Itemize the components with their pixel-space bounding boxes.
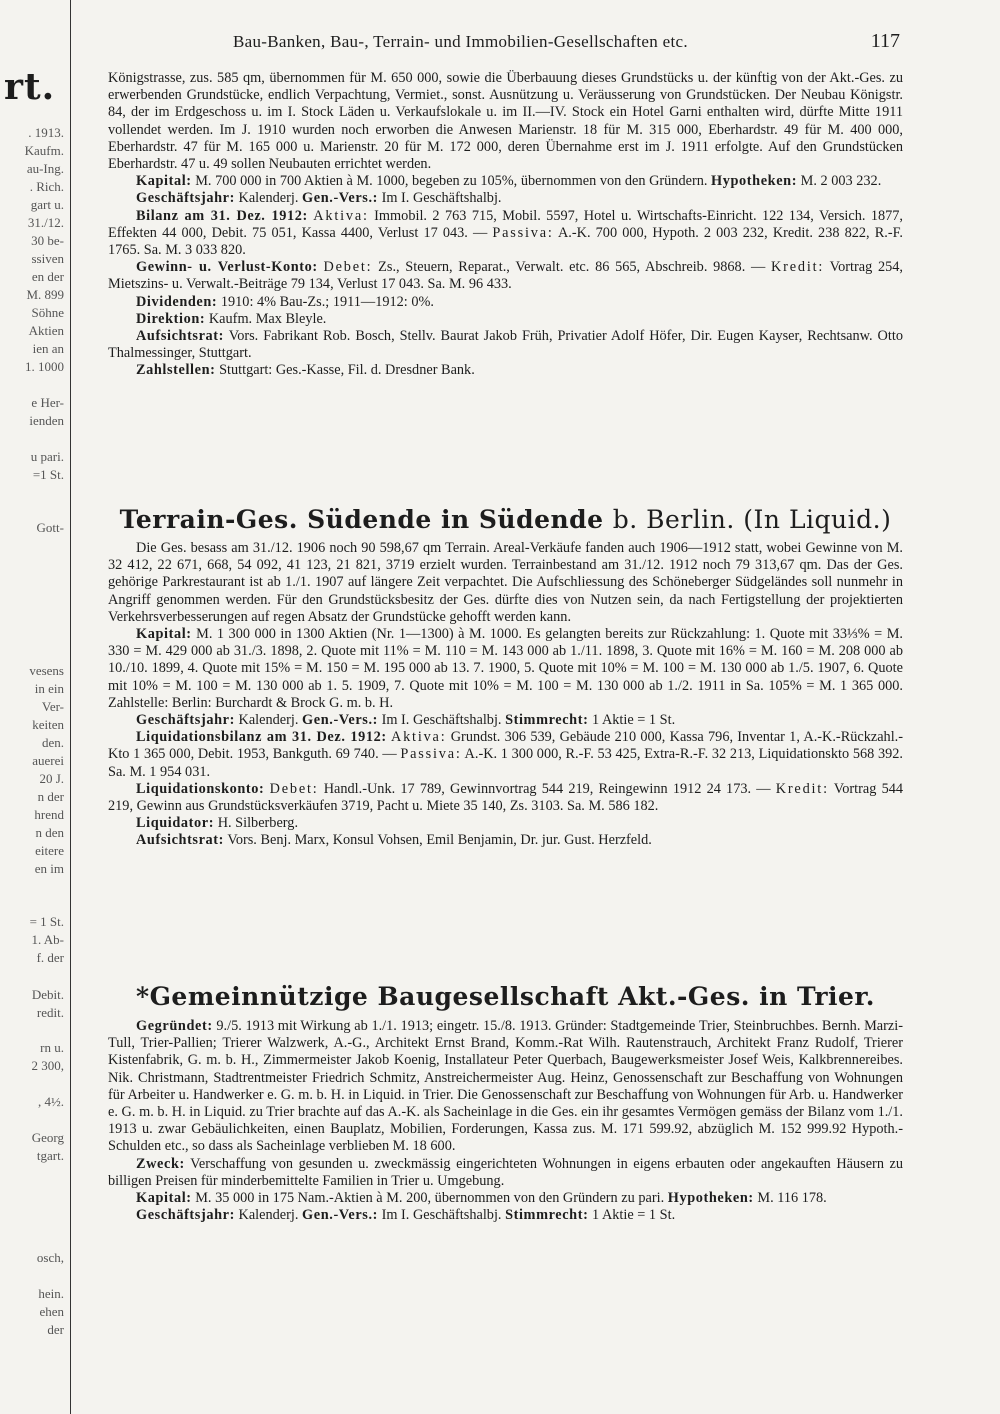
margin-fragment: in ein [34,681,64,696]
liquidationsbilanz-line: Liquidationsbilanz am 31. Dez. 1912: Aktiva: Grundst. 306 539, Gebäude 210 000, Kassa 796, Inventar 1, A.-K.-Rückzahl.-Kto 1 365 000, Debit. 1953, Bankguth. 69 740. — Passiva: A.-K. 1 300 000, R.-F. 53 425, Extra-R.-F. 32 213, Liquidationskto 568 392. Sa. M. 1 954 031. [108,729,904,780]
margin-fragment: auerei [32,753,64,768]
margin-fragment: hrend [34,807,64,822]
margin-fragment: f. der [36,950,64,965]
page-number: 117 [870,30,900,52]
margin-heading-fragment: rt. [4,66,56,108]
margin-fragment: 1. 1000 [25,359,64,374]
margin-fragment: au-Ing. [26,161,64,176]
geschaeftsjahr-line: Geschäftsjahr: Kalenderj. Gen.-Vers.: Im I. Geschäftshalbj. [136,190,502,207]
margin-fragment: keiten [32,717,64,732]
entry-intro: Königstrasse, zus. 585 qm, übernommen für M. 650 000, sowie die Überbauung dieses Grundstücks u. der künftig von der Akt.-Ges. zu erwerbenden Grundstücke, endlich Verpachtung, Vermiet., sonst. Ausnützung u. Veräusserung von Grundstücken. Der Neubau Königstr. 84, der im Erdgeschoss u. im I. Stock Läden u. Verkaufslokale u. im II.—IV. Stock ein Hotel Garni enthalten wird, dürfte Mitte 1911 vollendet werden. Im J. 1910 wurden noch erworben die Anwesen Marienstr. 18 für M. 315 000, Eberhardstr. 49 für M. 400 000, Eberhardstr. 47 für M. 165 000 u. Marienstr. 20 für M. 172 000, deren Übernahme erst im J. 1911 erfolgte. Auf den Grundstücken Eberhardstr. 47 u. 49 sollen Neubauten errichtet werden. [108,70,903,173]
margin-fragment: 20 J. [39,771,64,786]
geschaeftsjahr-line: Geschäftsjahr: Kalenderj. Gen.-Vers.: Im I. Geschäftshalbj. Stimmrecht: 1 Aktie = 1 St. [136,712,676,729]
guv-line: Gewinn- u. Verlust-Konto: Debet: Zs., Steuern, Reparat., Verwalt. etc. 86 565, Abschreib. 9868. — Kredit: Vortrag 254, Mietszins- u. Verwalt.-Beiträge 79 134, Verlust 17 043. Sa. M. 96 433. [108,259,903,293]
margin-fragment: tgart. [36,1148,64,1163]
kapital-line: Kapital: M. 700 000 in 700 Aktien à M. 1000, begeben zu 105%, übernommen von den Gründern. Hypotheken: M. 2 003 232. [136,173,882,190]
margin-fragment: rn u. [40,1040,64,1055]
margin-fragment: ehen [39,1304,64,1319]
margin-fragment: 30 be- [31,233,64,248]
gegruendet-line: Gegründet: 9./5. 1913 mit Wirkung ab 1./1. 1913; eingetr. 15./8. 1913. Gründer: Stadtgemeinde Trier, Steinbruchbes. Bernh. Marzi-Tull, Trier-Pallien; Trierer Walzwerk, A.-G., Architekt Ernst Brand, Komm.-Rat Wilh. Rautenstrauch, Architekt Franz Rudolf, Trierer Kistenfabrik, G. m. b. H., Zimmermeister Jakob Koenig, Installateur Peter Querbach, Baugewerksmeister Josef Weis, Kalkbrennereibes. Nik. Christmann, Stadtrentmeister Friedrich Schmitz, Anstreichermeister Aug. Heinz, Genossenschaft zur Beschaffung von Wohnungen für Arbeiter u. Handwerker e. G. m. b. H. in Liquid. in Trier. Die Genossenschaft zur Beschaffung von Wohnungen für Arb. u. Handwerker e. G. m. b. H. in Liquid. zu Trier brachte auf das A.-K. als Sacheinlage in die Ges. ein ihr gesamtes Vermögen gemäss der Bilanz vom 1./1. 1913 u. zwar Gebäulichkeiten, einen Bauplatz, Mobilien, Forderungen, Kassa zus. M. 171 599.92, abzüglich M. 152 999.92 Hypoth.-Schulden etc., so dass als Sacheinlage verblieben M. 18 600. [108,1018,903,1155]
margin-fragment: hein. [38,1286,64,1301]
margin-fragment: gart u. [30,197,64,212]
margin-fragment: e Her- [31,395,64,410]
margin-fragment: en im [34,861,64,876]
margin-fragment: ssiven [31,251,64,266]
margin-fragment: osch, [36,1250,64,1265]
aufsichtsrat-line: Aufsichtsrat: Vors. Fabrikant Rob. Bosch, Stellv. Baurat Jakob Früh, Privatier Adolf Höfer, Dir. Eugen Kayser, Rechtsanw. Otto Thalmessinger, Stuttgart. [108,328,903,362]
margin-fragment: ien an [32,341,64,356]
margin-fragment: den. [41,735,64,750]
kapital-line: Kapital: M. 1 300 000 in 1300 Aktien (Nr. 1—1300) à M. 1000. Es gelangten bereits zur Rückzahlung: 1. Quote mit 33⅓% = M. 330 = M. 429 000 ab 31./3. 1898, 2. Quote mit 11% = M. 110 = M. 143 000 ab 1./11. 1898, 3. Quote mit 16% = M. 160 = M. 208 000 ab 10./10. 1899, 4. Quote mit 15% = M. 150 = M. 195 000 ab 13. 7. 1900, 5. Quote mit 10% = M. 100 = M. 130 000 ab 1./5. 1907, 6. Quote mit 10% = M. 100 = M. 130 000 ab 1. 5. 1909, 7. Quote mit 10% = M. 100 = M. 130 000 ab 1./2. 1911 in Sa. 105% = M. 1 365 000. Zahlstelle: Berlin: Burchardt & Brock G. m. b. H. [108,626,903,711]
geschaeftsjahr-line: Geschäftsjahr: Kalenderj. Gen.-Vers.: Im I. Geschäftshalbj. Stimmrecht: 1 Aktie = 1 St. [136,1207,676,1224]
margin-fragment: u pari. [30,449,64,464]
margin-fragment: Söhne [31,305,64,320]
margin-fragment: Georg [31,1130,64,1145]
margin-fragment: ienden [29,413,64,428]
running-header [108,30,900,60]
margin-fragment: n den [35,825,64,840]
margin-fragment: en der [31,269,64,284]
zweck-line: Zweck: Verschaffung von gesunden u. zweckmässig eingerichteten Wohnungen in eigens erbauten oder angekauften Häusern zu billigen Preisen für minderbemittelte Familien in Trier u. Umgebung. [108,1155,903,1189]
margin-fragment: 1. Ab- [31,932,64,947]
direktion-line: Direktion: Kaufm. Max Bleyle. [136,310,327,327]
margin-fragment: Debit. [31,987,64,1002]
margin-fragment: . 1913. [28,125,64,140]
liquidationskonto-line: Liquidationskonto: Debet: Handl.-Unk. 17 789, Gewinnvortrag 544 219, Reingewinn 1912 24 173. — Kredit: Vortrag 544 219, Gewinn aus Grundstücksverkäufen 3719, Pacht u. Miete 35 140, Zs. 3103. Sa. M. 586 182. [108,780,904,815]
margin-fragment: 2 300, [31,1058,64,1073]
liquidator-line: Liquidator: H. Silberberg. [136,815,299,832]
margin-fragment: n der [37,789,64,804]
margin-fragment: Ver- [41,699,64,714]
margin-fragment: Kaufm. [24,143,64,158]
entry-intro: Die Ges. besass am 31./12. 1906 noch 90 598,67 qm Terrain. Areal-Verkäufe fanden auch 1906—1912 statt, wobei Gewinne von M. 32 412, 22 671, 668, 54 092, 41 123, 21 821, 3719 erzielt wurden. Terrainbestand am 31./12. 1912 noch 79 313,67 qm. Das der Ges. gehörige Parkrestaurant ist ab 1./1. 1907 auf längere Zeit verpachtet. Die Aufschliessung des Schöneberger Südgeländes soll nunmehr in Angriff genommen werden. Für den Grundstücksbesitz der Ges. dürfte dies von Nutzen sein, da nach Fertigstellung der projektierten Verkehrsverbesserungen auf regen Absatz der Grundstücke gehofft werden kann. [108,540,903,625]
margin-fragment: M. 899 [26,287,64,302]
entry-terrain-ges-suedende [108,540,903,850]
margin-fragment: 31./12. [27,215,64,230]
heading-terrain-ges-suedende: Terrain-Ges. Südende in Südende b. Berlin. (In Liquid.) [119,505,892,534]
left-margin-column [0,0,71,1414]
running-title: Bau-Banken, Bau-, Terrain- und Immobilien-Gesellschaften etc. [233,32,688,51]
zahlstellen-line: Zahlstellen: Stuttgart: Ges.-Kasse, Fil. d. Dresdner Bank. [136,362,475,379]
dividenden-line: Dividenden: 1910: 4% Bau-Zs.; 1911—1912: 0%. [136,293,434,310]
bilanz-line: Bilanz am 31. Dez. 1912: Aktiva: Immobil. 2 763 715, Mobil. 5597, Hotel u. Wirtschafts-Einricht. 122 134, Versich. 1877, Effekten 44 000, Debit. 75 051, Kassa 4400, Verlust 17 043. — Passiva: A.-K. 700 000, Hypoth. 2 003 232, Kredit. 238 822, R.-F. 1765. Sa. M. 3 033 820. [108,207,903,259]
margin-fragment: = 1 St. [29,914,64,929]
margin-fragment: . Rich. [29,179,64,194]
margin-fragment: Aktien [28,323,64,338]
margin-fragment: redit. [36,1005,64,1020]
kapital-line: Kapital: M. 35 000 in 175 Nam.-Aktien à M. 200, übernommen von den Gründern zu pari. Hypotheken: M. 116 178. [136,1190,827,1207]
margin-fragment: der [47,1322,64,1337]
margin-fragment: eitere [35,843,64,858]
margin-fragment: =1 St. [32,467,64,482]
entry-stuttgart-continued [108,70,903,380]
aufsichtsrat-line: Aufsichtsrat: Vors. Benj. Marx, Konsul Vohsen, Emil Benjamin, Dr. jur. Gust. Herzfeld. [136,832,652,849]
margin-fragment: vesens [29,663,64,678]
margin-fragment: Gott- [36,520,64,535]
margin-fragment: , 4½. [38,1094,64,1109]
entry-gemeinnuetzige-baugesellschaft [108,1018,903,1224]
heading-gemeinnuetzige-baugesellschaft: *Gemeinnützige Baugesellschaft Akt.-Ges. in Trier. [136,982,875,1011]
